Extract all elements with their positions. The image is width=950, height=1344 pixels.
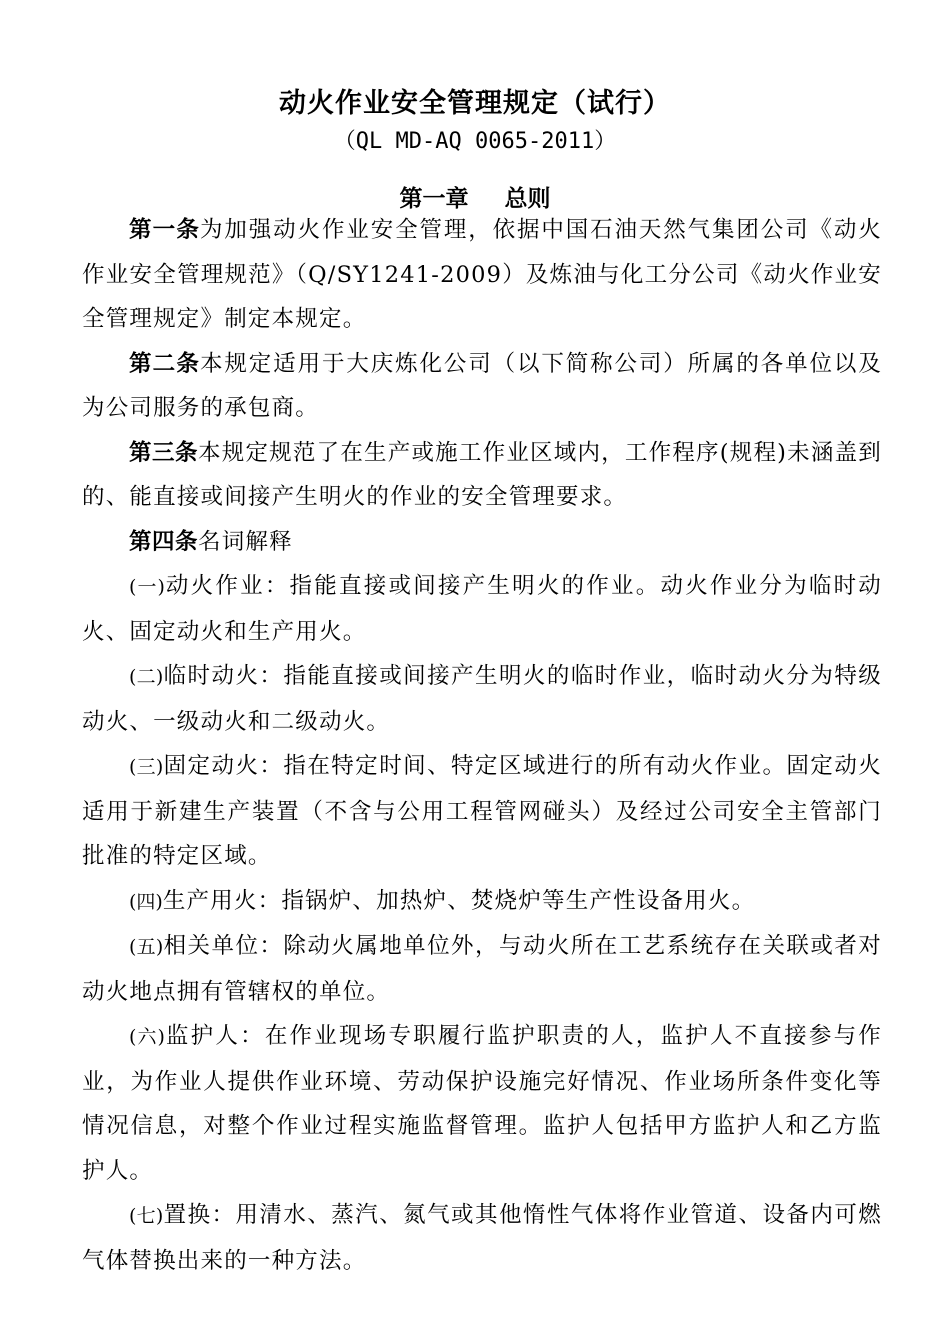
definition-number: (三)	[129, 756, 164, 778]
definition-text: 生产用火：指锅炉、加热炉、焚烧炉等生产性设备用火。	[162, 887, 756, 914]
article-1	[82, 208, 882, 342]
article-text: 为加强动火作业安全管理，依据中国石油天然气集团公司《动火作业安全管理规范》（Q/SY1241-2009）及炼油与化工分公司《动火作业安全管理规定》制定本规定。	[82, 217, 882, 332]
article-label: 第二条	[129, 350, 201, 377]
definition-3	[82, 744, 882, 879]
definition-number: (五)	[129, 936, 164, 958]
definition-number: (一)	[129, 576, 165, 598]
definition-2	[82, 654, 882, 744]
article-2	[82, 342, 882, 431]
definition-7	[82, 1193, 882, 1283]
article-text: 本规定规范了在生产或施工作业区域内，工作程序(规程)未涵盖到的、能直接或间接产生明火的作业的安全管理要求。	[82, 439, 882, 510]
definition-number: (四)	[129, 890, 163, 913]
article-4	[82, 520, 882, 565]
definition-number: (二)	[129, 666, 164, 688]
document-title: 动火作业安全管理规定（试行）	[279, 88, 671, 119]
definition-text: 置换：用清水、蒸汽、氮气或其他惰性气体将作业管道、设备内可燃气体替换出来的一种方法。	[82, 1202, 882, 1274]
document-body	[82, 208, 882, 1283]
definition-4	[82, 879, 882, 925]
article-3	[82, 431, 882, 520]
article-label: 第三条	[129, 439, 199, 466]
definition-5	[82, 924, 882, 1014]
definition-number: (六)	[129, 1026, 165, 1048]
chapter-name: 总则	[504, 186, 551, 212]
chapter-number: 第一章	[399, 186, 469, 212]
definition-1	[82, 564, 882, 654]
definition-text: 相关单位：除动火属地单位外，与动火所在工艺系统存在关联或者对动火地点拥有管辖权的单位。	[82, 933, 882, 1005]
article-label: 第一条	[129, 217, 201, 243]
definition-text: 固定动火：指在特定时间、特定区域进行的所有动火作业。固定动火适用于新建生产装置（不含与公用工程管网碰头）及经过公司安全主管部门批准的特定区域。	[82, 753, 882, 869]
article-text: 本规定适用于大庆炼化公司（以下简称公司）所属的各单位以及为公司服务的承包商。	[82, 350, 882, 421]
definition-text: 动火作业：指能直接或间接产生明火的作业。动火作业分为临时动火、固定动火和生产用火。	[82, 573, 882, 645]
definition-number: (七)	[129, 1205, 164, 1227]
definition-text: 监护人：在作业现场专职履行监护职责的人，监护人不直接参与作业，为作业人提供作业环境、劳动保护设施完好情况、作业场所条件变化等情况信息，对整个作业过程实施监督管理。监护人包括甲方监护人和乙方监护人。	[82, 1023, 882, 1184]
article-label: 第四条	[129, 528, 199, 555]
article-text: 名词解释	[198, 528, 293, 555]
definition-6	[82, 1014, 882, 1193]
document-code: （QL MD-AQ 0065-2011）	[333, 129, 617, 154]
definition-text: 临时动火：指能直接或间接产生明火的临时作业，临时动火分为特级动火、一级动火和二级动火。	[82, 663, 882, 735]
